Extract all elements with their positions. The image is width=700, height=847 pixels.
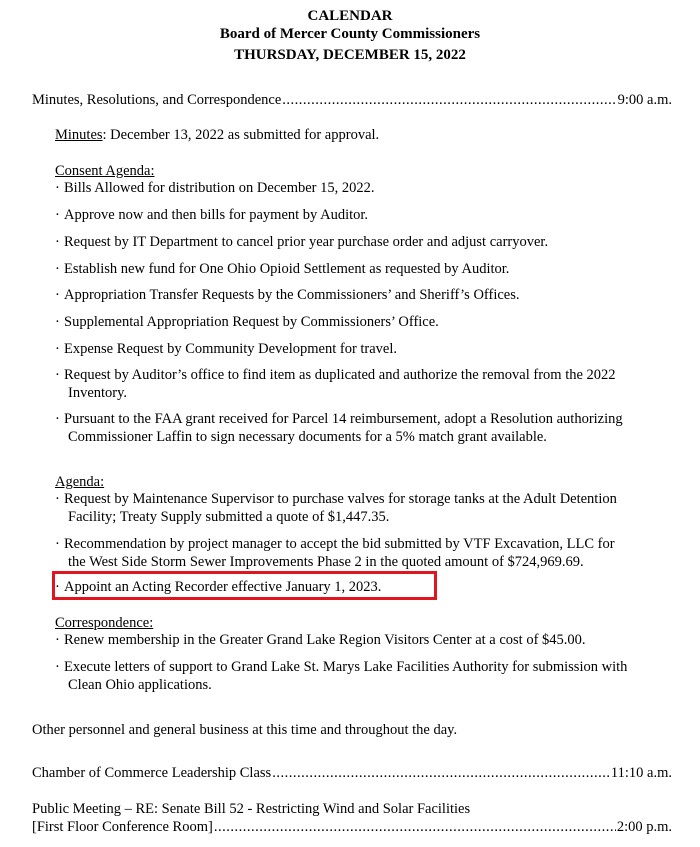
- consent-item: · Request by IT Department to cancel prior year purchase order and adjust carryover.: [55, 234, 549, 250]
- correspondence-item: · Renew membership in the Greater Grand Lake Region Visitors Center at a cost of $45.00.: [55, 632, 586, 648]
- public-meeting-location: [First Floor Conference Room]: [32, 819, 213, 835]
- dot-leader: [282, 91, 616, 109]
- minutes-line: [55, 126, 379, 144]
- public-meeting-time: 2:00 p.m.: [616, 819, 672, 835]
- bullet-marker: ·: [55, 579, 60, 595]
- dot-leader: [272, 764, 610, 782]
- consent-item: · Bills Allowed for distribution on December 15, 2022.: [55, 180, 375, 196]
- bullet-marker: ·: [55, 367, 60, 383]
- correspondence-heading: Correspondence:: [55, 615, 154, 631]
- consent-item: · Appropriation Transfer Requests by the Commissioners’ and Sheriff’s Offices.: [55, 287, 520, 303]
- board-name: Board of Mercer County Commissioners: [219, 26, 481, 42]
- chamber-time: 11:10 a.m.: [610, 765, 672, 781]
- agenda-item: · Request by Maintenance Supervisor to purchase valves for storage tanks at the Adult Detention Facility; Treaty Supply submitted a quote of $1,447.35.: [55, 491, 617, 525]
- consent-item: · Approve now and then bills for payment by Auditor.: [55, 207, 369, 223]
- bullet-marker: ·: [55, 411, 60, 427]
- consent-item: · Establish new fund for One Ohio Opioid Settlement as requested by Auditor.: [55, 261, 510, 277]
- bullet-marker: ·: [55, 632, 60, 648]
- bullet-marker: ·: [55, 287, 60, 303]
- other-business: Other personnel and general business at this time and throughout the day.: [32, 722, 458, 738]
- session-row: [32, 91, 672, 109]
- minutes-heading: Minutes: [55, 127, 103, 143]
- bullet-marker: ·: [55, 659, 60, 675]
- bullet-marker: ·: [55, 234, 60, 250]
- bullet-marker: ·: [55, 180, 60, 196]
- session-label: Minutes, Resolutions, and Correspondence: [32, 92, 282, 108]
- public-meeting-title: Public Meeting – RE: Senate Bill 52 - Restricting Wind and Solar Facilities: [32, 801, 471, 817]
- agenda-item: · Appoint an Acting Recorder effective January 1, 2023.: [55, 579, 382, 595]
- bullet-marker: ·: [55, 491, 60, 507]
- highlight-box: [52, 571, 437, 600]
- dot-leader: [214, 818, 616, 836]
- bullet-marker: ·: [55, 314, 60, 330]
- agenda-item: · Recommendation by project manager to accept the bid submitted by VTF Excavation, LLC for the West Side Storm Sewer Improvements Phase 2 in the quoted amount of $724,969.69.: [55, 536, 615, 570]
- meeting-date: THURSDAY, DECEMBER 15, 2022: [234, 47, 466, 63]
- bullet-marker: ·: [55, 536, 60, 552]
- chamber-row: [32, 764, 672, 782]
- consent-item: · Expense Request by Community Development for travel.: [55, 341, 398, 357]
- chamber-label: Chamber of Commerce Leadership Class: [32, 765, 272, 781]
- bullet-marker: ·: [55, 261, 60, 277]
- bullet-marker: ·: [55, 207, 60, 223]
- calendar-title: CALENDAR: [307, 8, 393, 24]
- agenda-heading: Agenda:: [55, 474, 105, 490]
- consent-item: · Pursuant to the FAA grant received for Parcel 14 reimbursement, adopt a Resolution authorizing Commissioner Laffin to sign necessary documents for a 5% match grant available.: [55, 411, 623, 445]
- correspondence-item: · Execute letters of support to Grand Lake St. Marys Lake Facilities Authority for submission with Clean Ohio applications.: [55, 659, 628, 693]
- session-time: 9:00 a.m.: [617, 92, 672, 108]
- bullet-marker: ·: [55, 341, 60, 357]
- consent-item: · Request by Auditor’s office to find item as duplicated and authorize the removal from the 2022 Inventory.: [55, 367, 616, 401]
- consent-item: · Supplemental Appropriation Request by Commissioners’ Office.: [55, 314, 439, 330]
- minutes-text: : December 13, 2022 as submitted for approval.: [102, 127, 380, 143]
- consent-heading: Consent Agenda:: [55, 163, 155, 179]
- public-meeting-row: [32, 818, 672, 836]
